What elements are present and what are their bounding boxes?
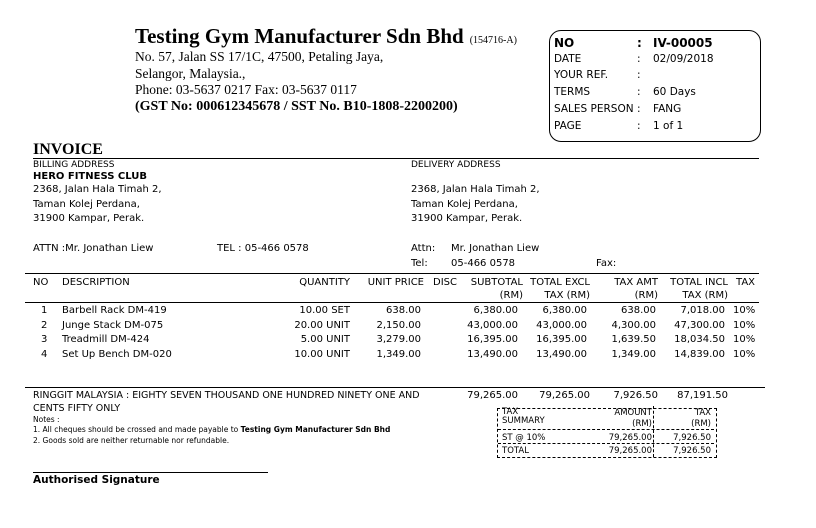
row-no: 1 — [41, 305, 48, 316]
col-header-unit-price: UNIT PRICE — [367, 277, 424, 288]
amount-in-words-line2: CENTS FIFTY ONLY — [33, 403, 121, 414]
billing-name: HERO FITNESS CLUB — [33, 171, 147, 182]
col-header-tax: TAX — [736, 277, 756, 288]
col-header-subtotal: SUBTOTAL — [470, 277, 523, 288]
authorised-signature-label: Authorised Signature — [33, 474, 160, 486]
col-header-tax-amt: TAX AMT — [614, 277, 658, 288]
billing-line2: Taman Kolej Perdana, — [33, 199, 140, 210]
tax-summary-header-amount-unit: (RM) — [632, 419, 652, 429]
col-header-total-incl-unit: TAX (RM) — [682, 290, 728, 301]
row-subtotal: 13,490.00 — [467, 349, 518, 360]
tax-summary-row-amount: 79,265.00 — [608, 433, 652, 443]
table-bottom-line — [25, 387, 765, 388]
tax-summary-total-amount: 79,265.00 — [608, 446, 652, 456]
row-quantity: 10.00 SET — [299, 305, 350, 316]
tax-summary-header-amount: AMOUNT — [614, 408, 652, 418]
row-subtotal: 43,000.00 — [467, 320, 518, 331]
row-total-incl: 7,018.00 — [680, 305, 725, 316]
delivery-tel-label: Tel: — [411, 258, 428, 269]
tax-summary-total-tax: 7,926.50 — [673, 446, 711, 456]
col-header-no: NO — [33, 277, 49, 288]
row-no: 3 — [41, 334, 48, 345]
row-unit-price: 3,279.00 — [376, 334, 421, 345]
info-colon: : — [637, 69, 641, 81]
row-total-incl: 18,034.50 — [674, 334, 725, 345]
row-total-incl: 14,839.00 — [674, 349, 725, 360]
note-2: 2. Goods sold are neither returnable nor refundable. — [33, 436, 230, 445]
billing-attn: ATTN :Mr. Jonathan Liew — [33, 243, 154, 254]
row-tax-amt: 638.00 — [621, 305, 656, 316]
title-divider — [33, 158, 759, 159]
row-no: 4 — [41, 349, 48, 360]
row-description: Junge Stack DM-075 — [62, 320, 164, 331]
row-unit-price: 638.00 — [386, 305, 421, 316]
row-description: Set Up Bench DM-020 — [62, 349, 172, 360]
billing-line3: 31900 Kampar, Perak. — [33, 213, 145, 224]
delivery-heading: DELIVERY ADDRESS — [411, 160, 501, 170]
note-1-company: Testing Gym Manufacturer Sdn Bhd — [240, 425, 391, 434]
billing-tel: TEL : 05-466 0578 — [217, 243, 309, 254]
company-address-line2: Selangor, Malaysia., — [135, 66, 246, 81]
delivery-line2: Taman Kolej Perdana, — [411, 199, 518, 210]
billing-heading: BILLING ADDRESS — [33, 160, 115, 170]
total-incl-tax: 87,191.50 — [677, 390, 728, 401]
notes-heading: Notes : — [33, 415, 60, 424]
billing-line1: 2368, Jalan Hala Timah 2, — [33, 184, 162, 195]
tax-summary-header-tax-col-unit: (RM) — [691, 419, 711, 429]
delivery-fax-label: Fax: — [596, 258, 617, 269]
info-label-terms: TERMS — [554, 86, 591, 98]
company-reg-no: (154716-A) — [469, 35, 517, 46]
col-header-tax-amt-unit: (RM) — [634, 290, 658, 301]
tax-summary-divider — [498, 429, 714, 431]
col-header-disc: DISC — [433, 277, 457, 288]
info-colon: : — [637, 103, 641, 115]
row-description: Treadmill DM-424 — [62, 334, 150, 345]
info-value-terms: 60 Days — [653, 86, 696, 98]
row-total-excl: 43,000.00 — [536, 320, 587, 331]
info-colon: : — [637, 36, 642, 50]
row-quantity: 20.00 UNIT — [294, 320, 350, 331]
table-header-line — [25, 302, 759, 303]
row-description: Barbell Rack DM-419 — [62, 305, 167, 316]
row-total-excl: 16,395.00 — [536, 334, 587, 345]
total-subtotal: 79,265.00 — [467, 390, 518, 401]
company-gst: (GST No: 000612345678 / SST No. B10-1808-2200200) — [135, 99, 458, 114]
row-tax-amt: 4,300.00 — [611, 320, 656, 331]
row-tax: 10% — [733, 334, 756, 345]
tax-summary-row-tax: 7,926.50 — [673, 433, 711, 443]
info-value-page: 1 of 1 — [653, 120, 684, 132]
note-1: 1. All cheques should be crossed and made payable to Testing Gym Manufacturer Sdn Bhd — [33, 425, 391, 434]
col-header-total-excl: TOTAL EXCL — [530, 277, 590, 288]
tax-summary-header-tax: TAX — [502, 407, 519, 417]
col-header-quantity: QUANTITY — [299, 277, 350, 288]
row-tax: 10% — [733, 349, 756, 360]
total-tax-amt: 7,926.50 — [613, 390, 658, 401]
company-name: Testing Gym Manufacturer Sdn Bhd (154716-A) — [135, 24, 517, 48]
row-tax-amt: 1,639.50 — [611, 334, 656, 345]
info-colon: : — [637, 53, 641, 65]
row-tax-amt: 1,349.00 — [611, 349, 656, 360]
info-label-sales-person: SALES PERSON — [554, 103, 634, 115]
tax-summary-col-divider — [653, 406, 655, 457]
row-unit-price: 2,150.00 — [376, 320, 421, 331]
info-label-page: PAGE — [554, 120, 582, 132]
row-total-excl: 13,490.00 — [536, 349, 587, 360]
row-subtotal: 6,380.00 — [473, 305, 518, 316]
row-quantity: 5.00 UNIT — [300, 334, 350, 345]
company-phone-fax: Phone: 03-5637 0217 Fax: 03-5637 0117 — [135, 82, 357, 97]
col-header-subtotal-unit: (RM) — [499, 290, 523, 301]
delivery-line3: 31900 Kampar, Perak. — [411, 213, 523, 224]
col-header-total-incl: TOTAL INCL — [670, 277, 728, 288]
row-total-incl: 47,300.00 — [674, 320, 725, 331]
tax-summary-header-tax-col: TAX — [694, 408, 711, 418]
row-no: 2 — [41, 320, 48, 331]
signature-line — [33, 472, 268, 473]
info-value-no: IV-00005 — [653, 36, 713, 50]
info-value-date: 02/09/2018 — [653, 53, 714, 65]
invoice-title: INVOICE — [33, 141, 103, 158]
info-value-sales-person: FANG — [653, 103, 682, 115]
tax-summary-row-label: ST @ 10% — [502, 433, 546, 443]
tax-summary-divider — [498, 443, 714, 445]
company-address-line1: No. 57, Jalan SS 17/1C, 47500, Petaling Jaya, — [135, 49, 384, 64]
row-tax: 10% — [733, 305, 756, 316]
delivery-tel: 05-466 0578 — [451, 258, 516, 269]
table-top-line — [25, 273, 759, 274]
row-quantity: 10.00 UNIT — [294, 349, 350, 360]
info-colon: : — [637, 120, 641, 132]
col-header-description: DESCRIPTION — [62, 277, 130, 288]
row-total-excl: 6,380.00 — [542, 305, 587, 316]
row-unit-price: 1,349.00 — [376, 349, 421, 360]
delivery-attn: Mr. Jonathan Liew — [451, 243, 540, 254]
total-excl-tax: 79,265.00 — [539, 390, 590, 401]
col-header-total-excl-unit: TAX (RM) — [544, 290, 590, 301]
info-label-date: DATE — [554, 53, 582, 65]
delivery-line1: 2368, Jalan Hala Timah 2, — [411, 184, 540, 195]
delivery-attn-label: Attn: — [411, 243, 436, 254]
info-colon: : — [637, 86, 641, 98]
info-label-your-ref: YOUR REF. — [554, 69, 609, 81]
tax-summary-total-label: TOTAL — [502, 446, 529, 456]
row-tax: 10% — [733, 320, 756, 331]
amount-in-words-line1: RINGGIT MALAYSIA : EIGHTY SEVEN THOUSAND ONE HUNDRED NINETY ONE AND — [33, 390, 420, 401]
row-subtotal: 16,395.00 — [467, 334, 518, 345]
tax-summary-header-summary: SUMMARY — [502, 416, 545, 426]
info-label-no: NO — [554, 36, 575, 50]
